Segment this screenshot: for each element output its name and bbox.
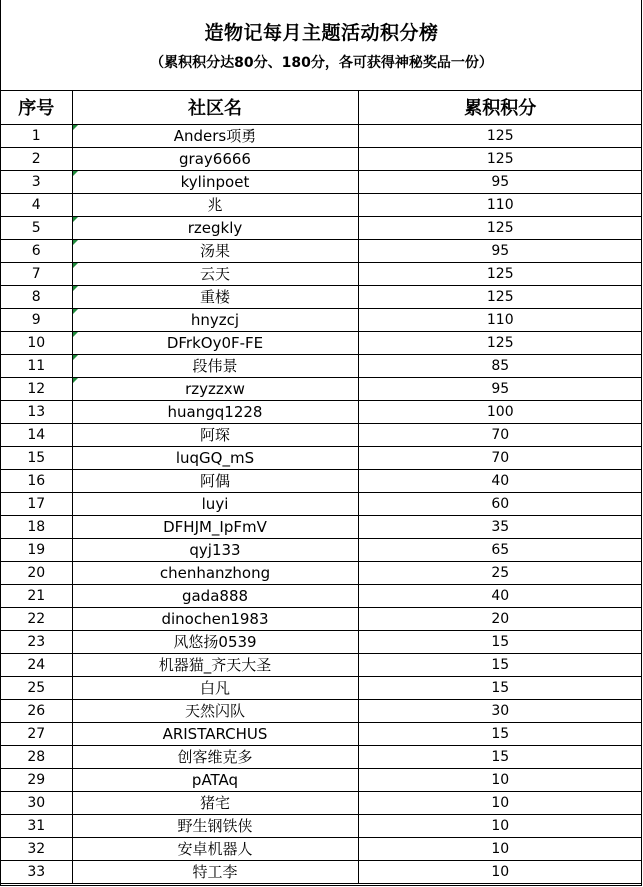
row-community-name xyxy=(72,608,358,631)
table-row xyxy=(1,677,642,700)
row-community-name xyxy=(72,585,358,608)
community-name-text: chenhanzhong xyxy=(159,564,271,582)
row-community-name xyxy=(72,263,358,286)
community-name-text: 阿琛 xyxy=(199,426,230,444)
table-row xyxy=(1,608,642,631)
cell-comment-marker-icon xyxy=(73,240,78,245)
table-row xyxy=(1,723,642,746)
row-index: 23 xyxy=(1,631,72,654)
cell-comment-marker-icon xyxy=(73,332,78,337)
row-score: 95 xyxy=(358,171,642,194)
row-community-name xyxy=(72,631,358,654)
cell-comment-marker-icon xyxy=(73,355,78,360)
row-score: 110 xyxy=(358,309,642,332)
row-index: 13 xyxy=(1,401,72,424)
row-index: 5 xyxy=(1,217,72,240)
cell-comment-marker-icon xyxy=(73,309,78,314)
cell-comment-marker-icon xyxy=(73,125,78,130)
row-community-name xyxy=(72,723,358,746)
row-index: 32 xyxy=(1,838,72,861)
row-community-name xyxy=(72,838,358,861)
table-row xyxy=(1,585,642,608)
row-community-name xyxy=(72,217,358,240)
page-subtitle: （累积积分达80分、180分，各可获得神秘奖品一份） xyxy=(150,55,493,71)
row-community-name xyxy=(72,677,358,700)
table-row xyxy=(1,470,642,493)
row-community-name xyxy=(72,309,358,332)
community-name-text: 风悠扬0539 xyxy=(173,633,257,651)
community-name-text: 白凡 xyxy=(199,679,230,697)
row-community-name xyxy=(72,700,358,723)
row-score: 110 xyxy=(358,194,642,217)
column-header-score: 累积积分 xyxy=(358,90,642,125)
row-community-name xyxy=(72,562,358,585)
row-index: 6 xyxy=(1,240,72,263)
row-index: 29 xyxy=(1,769,72,792)
row-community-name xyxy=(72,815,358,838)
row-index: 26 xyxy=(1,700,72,723)
row-score: 10 xyxy=(358,861,642,884)
row-community-name xyxy=(72,746,358,769)
community-name-text: 汤果 xyxy=(199,242,230,260)
row-community-name xyxy=(72,769,358,792)
row-index: 14 xyxy=(1,424,72,447)
row-community-name xyxy=(72,378,358,401)
row-score: 25 xyxy=(358,562,642,585)
row-community-name xyxy=(72,424,358,447)
community-name-text: 特工李 xyxy=(192,863,238,881)
row-index: 19 xyxy=(1,539,72,562)
column-header-index: 序号 xyxy=(1,90,72,125)
row-score: 15 xyxy=(358,723,642,746)
table-row xyxy=(1,861,642,884)
row-index: 33 xyxy=(1,861,72,884)
community-name-text: Anders项勇 xyxy=(173,127,257,145)
table-row xyxy=(1,378,642,401)
table-row xyxy=(1,148,642,171)
table-row xyxy=(1,654,642,677)
community-name-text: 天然闪队 xyxy=(184,702,245,720)
table-row xyxy=(1,309,642,332)
row-score: 40 xyxy=(358,585,642,608)
table-row xyxy=(1,125,642,148)
community-name-text: 机器猫_齐天大圣 xyxy=(158,656,272,674)
community-name-text: luyi xyxy=(201,495,229,513)
community-name-text: gada888 xyxy=(181,587,249,605)
header-row xyxy=(1,90,642,125)
community-name-text: 猪宅 xyxy=(199,794,230,812)
row-index: 28 xyxy=(1,746,72,769)
row-score: 125 xyxy=(358,332,642,355)
row-community-name xyxy=(72,654,358,677)
row-score: 60 xyxy=(358,493,642,516)
table-row xyxy=(1,217,642,240)
cell-comment-marker-icon xyxy=(73,378,78,383)
column-header-name: 社区名 xyxy=(72,90,358,125)
row-community-name xyxy=(72,861,358,884)
table-row xyxy=(1,493,642,516)
row-score: 125 xyxy=(358,217,642,240)
row-score: 125 xyxy=(358,286,642,309)
table-row xyxy=(1,240,642,263)
row-score: 85 xyxy=(358,355,642,378)
row-score: 15 xyxy=(358,631,642,654)
row-score: 10 xyxy=(358,769,642,792)
leaderboard-table xyxy=(1,90,642,884)
community-name-text: rzyzzxw xyxy=(185,380,245,398)
community-name-text: 云天 xyxy=(199,265,230,283)
row-index: 7 xyxy=(1,263,72,286)
table-row xyxy=(1,769,642,792)
community-name-text: dinochen1983 xyxy=(161,610,269,628)
row-index: 30 xyxy=(1,792,72,815)
table-row xyxy=(1,746,642,769)
community-name-text: 兆 xyxy=(207,196,223,214)
row-score: 95 xyxy=(358,240,642,263)
row-index: 20 xyxy=(1,562,72,585)
table-row xyxy=(1,355,642,378)
community-name-text: kylinpoet xyxy=(180,173,250,191)
table-row xyxy=(1,401,642,424)
row-community-name xyxy=(72,539,358,562)
row-community-name xyxy=(72,355,358,378)
cell-comment-marker-icon xyxy=(73,171,78,176)
row-score: 125 xyxy=(358,125,642,148)
row-index: 8 xyxy=(1,286,72,309)
table-row xyxy=(1,815,642,838)
row-score: 100 xyxy=(358,401,642,424)
row-index: 16 xyxy=(1,470,72,493)
table-row xyxy=(1,447,642,470)
row-index: 21 xyxy=(1,585,72,608)
row-community-name xyxy=(72,493,358,516)
community-name-text: DFrkOy0F-FE xyxy=(166,334,264,352)
row-community-name xyxy=(72,194,358,217)
row-community-name xyxy=(72,470,358,493)
row-index: 3 xyxy=(1,171,72,194)
row-index: 24 xyxy=(1,654,72,677)
community-name-text: hnyzcj xyxy=(190,311,240,329)
table-row xyxy=(1,539,642,562)
row-community-name xyxy=(72,792,358,815)
row-score: 30 xyxy=(358,700,642,723)
row-score: 125 xyxy=(358,148,642,171)
table-row xyxy=(1,424,642,447)
row-score: 10 xyxy=(358,838,642,861)
community-name-text: ARISTARCHUS xyxy=(162,725,268,743)
community-name-text: pATAq xyxy=(191,771,239,789)
row-index: 17 xyxy=(1,493,72,516)
title-block xyxy=(1,0,642,91)
table-row xyxy=(1,194,642,217)
row-index: 10 xyxy=(1,332,72,355)
community-name-text: 重楼 xyxy=(199,288,230,306)
row-score: 15 xyxy=(358,654,642,677)
table-row xyxy=(1,263,642,286)
row-score: 70 xyxy=(358,447,642,470)
community-name-text: luqGQ_mS xyxy=(175,449,255,467)
table-row xyxy=(1,562,642,585)
row-index: 25 xyxy=(1,677,72,700)
table-row xyxy=(1,792,642,815)
table-row xyxy=(1,332,642,355)
row-index: 4 xyxy=(1,194,72,217)
table-body xyxy=(1,125,642,884)
row-community-name xyxy=(72,171,358,194)
row-score: 20 xyxy=(358,608,642,631)
row-index: 12 xyxy=(1,378,72,401)
row-community-name xyxy=(72,286,358,309)
row-index: 27 xyxy=(1,723,72,746)
row-community-name xyxy=(72,240,358,263)
community-name-text: DFHJM_IpFmV xyxy=(163,518,267,536)
table-row xyxy=(1,838,642,861)
row-index: 9 xyxy=(1,309,72,332)
community-name-text: huangq1228 xyxy=(167,403,263,421)
cell-comment-marker-icon xyxy=(73,286,78,291)
community-name-text: 创客维克多 xyxy=(177,748,253,766)
row-score: 65 xyxy=(358,539,642,562)
row-community-name xyxy=(72,332,358,355)
row-community-name xyxy=(72,125,358,148)
row-community-name xyxy=(72,148,358,171)
table-row xyxy=(1,171,642,194)
row-index: 11 xyxy=(1,355,72,378)
table-row xyxy=(1,700,642,723)
row-index: 18 xyxy=(1,516,72,539)
row-community-name xyxy=(72,447,358,470)
row-score: 70 xyxy=(358,424,642,447)
table-row xyxy=(1,631,642,654)
row-index: 1 xyxy=(1,125,72,148)
community-name-text: rzegkly xyxy=(187,219,243,237)
community-name-text: 段伟景 xyxy=(192,357,238,375)
row-index: 22 xyxy=(1,608,72,631)
row-index: 15 xyxy=(1,447,72,470)
community-name-text: gray6666 xyxy=(179,150,251,168)
community-name-text: 安卓机器人 xyxy=(177,840,253,858)
table-row xyxy=(1,286,642,309)
row-score: 40 xyxy=(358,470,642,493)
cell-comment-marker-icon xyxy=(73,263,78,268)
row-score: 15 xyxy=(358,677,642,700)
community-name-text: 阿偶 xyxy=(199,472,230,490)
row-score: 10 xyxy=(358,792,642,815)
row-score: 35 xyxy=(358,516,642,539)
row-community-name xyxy=(72,516,358,539)
row-index: 2 xyxy=(1,148,72,171)
community-name-text: 野生钢铁侠 xyxy=(177,817,253,835)
row-score: 125 xyxy=(358,263,642,286)
row-score: 95 xyxy=(358,378,642,401)
row-index: 31 xyxy=(1,815,72,838)
row-score: 15 xyxy=(358,746,642,769)
community-name-text: qyj133 xyxy=(189,541,241,559)
cell-comment-marker-icon xyxy=(73,217,78,222)
row-score: 10 xyxy=(358,815,642,838)
page-title: 造物记每月主题活动积分榜 xyxy=(204,22,439,44)
row-community-name xyxy=(72,401,358,424)
table-row xyxy=(1,516,642,539)
